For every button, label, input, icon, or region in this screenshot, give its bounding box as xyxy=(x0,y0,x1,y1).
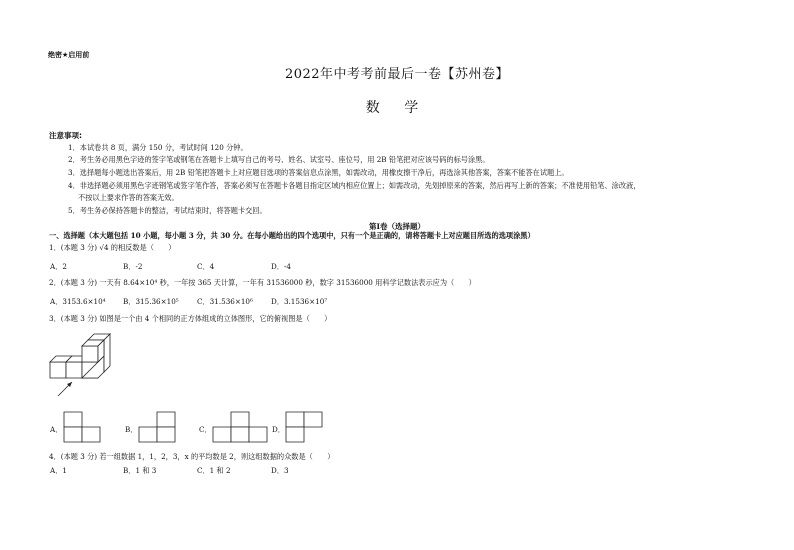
section-heading: 一、选择题（本大题包括 10 小题，每小题 3 分，共 30 分。在每小题给出的四个选项中，只有一个是正确的，请将答题卡上对应题目所选的选项涂黑） xyxy=(49,231,535,240)
q2-option-c: C．31.536×10⁶ xyxy=(197,297,253,306)
q1-option-d: D．-4 xyxy=(271,262,291,271)
part-title: 第Ⅰ卷（选择题） xyxy=(368,222,425,231)
q1-option-c: C．4 xyxy=(197,262,215,271)
note-item: 不按以上要求作答的答案无效。 xyxy=(78,193,179,202)
note-item: 5．考生务必保持答题卡的整洁，考试结束时，将答题卡交回。 xyxy=(68,206,267,215)
q3-option-a-figure xyxy=(62,410,102,444)
q1-option-a: A．2 xyxy=(50,262,67,271)
q2-option-b: B．315.36×10⁵ xyxy=(123,297,179,306)
question-1-stem: 1．(本题 3 分) √4 的相反数是（ ） xyxy=(49,243,176,252)
q3-option-d-figure xyxy=(284,410,324,444)
q3-option-d: D． xyxy=(272,425,285,434)
q3-option-b-figure xyxy=(137,410,177,444)
cube-solid-figure xyxy=(44,326,114,398)
question-2-stem: 2．(本题 3 分) 一天有 8.64×10⁴ 秒，一年按 365 天计算，一年有 31536000 秒，数字 31536000 用科学记数法表示应为（ ） xyxy=(49,278,476,287)
q2-option-d: D．3.1536×10⁷ xyxy=(271,297,328,306)
note-item: 1．本试卷共 8 页，满分 150 分，考试时间 120 分钟。 xyxy=(68,143,248,152)
question-3-stem: 3．(本题 3 分) 如图是一个由 4 个相同的正方体组成的立体图形，它的俯视图是（ ） xyxy=(49,314,332,323)
q3-option-c: C． xyxy=(199,425,212,434)
note-item: 2．考生务必用黑色字迹的签字笔或钢笔在答题卡上填写自己的考号、姓名、试室号、座位号，用 2B 铅笔把对应该号码的标号涂黑。 xyxy=(68,155,490,164)
exam-title: 2022年中考考前最后一卷【苏州卷】 xyxy=(284,67,510,82)
note-item: 4．非选择题必须用黑色字迹钢笔或签字笔作答，答案必须写在答题卡各题目指定区域内相应位置上；如需改动，先划掉原来的答案，然后再写上新的答案；不准使用铅笔、涂改液， xyxy=(68,181,641,190)
question-4-stem: 4．(本题 3 分) 若一组数据 1，1，2，3，x 的平均数是 2，则这组数据的众数是（ ） xyxy=(49,452,335,461)
q1-option-b: B．-2 xyxy=(123,262,143,271)
q3-option-c-figure xyxy=(211,410,269,444)
q4-option-d: D．3 xyxy=(271,466,289,475)
notes-heading: 注意事项: xyxy=(49,131,82,140)
q4-option-a: A．1 xyxy=(50,466,67,475)
note-item: 3．选择题每小题选出答案后，用 2B 铅笔把答题卡上对应题目选项的答案信息点涂黑，如需改动，用橡皮擦干净后，再选涂其他答案，答案不能答在试题上。 xyxy=(68,168,569,177)
q2-option-a: A．3153.6×10⁴ xyxy=(50,297,106,306)
q4-option-b: B．1 和 3 xyxy=(123,466,157,475)
secret-label: 绝密★启用前 xyxy=(48,51,90,59)
subject-title: 数 学 xyxy=(365,100,429,116)
q4-option-c: C．1 和 2 xyxy=(197,466,231,475)
q3-option-a: A． xyxy=(50,425,63,434)
q3-option-b: B． xyxy=(125,425,138,434)
